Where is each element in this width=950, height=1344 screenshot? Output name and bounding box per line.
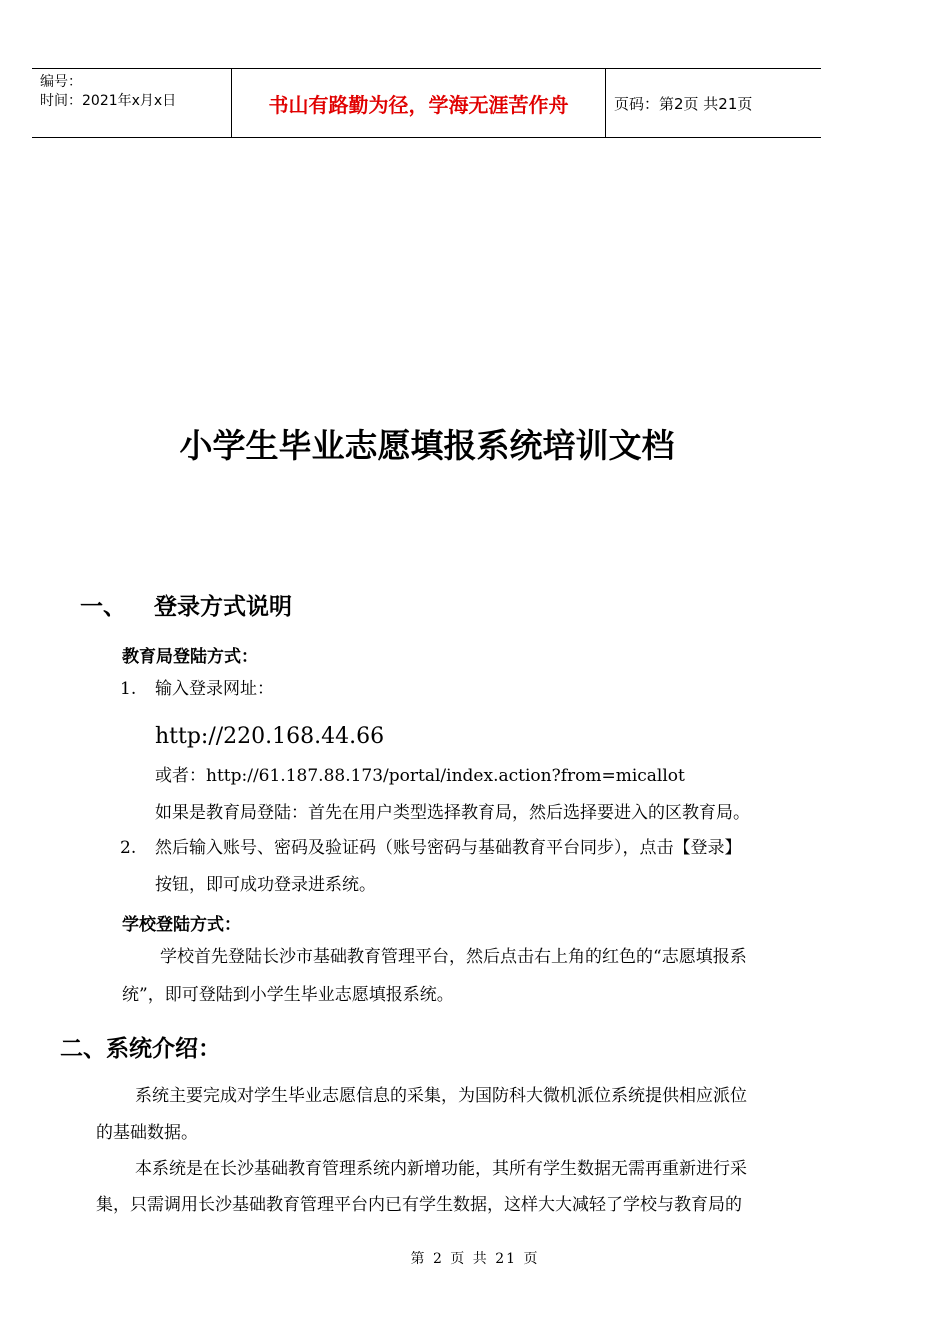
document-title-text: 小学生毕业志愿填报系统培训文档: [179, 426, 675, 465]
intro-para1-line2: 的基础数据。: [96, 1123, 198, 1143]
header-meta-cell: [32, 69, 231, 137]
section1-number: 一、: [80, 594, 126, 620]
section1-heading: 登录方式说明: [154, 594, 292, 620]
step2-line2: 按钮，即可成功登录进系统。: [155, 875, 376, 895]
school-login-line1: 学校首先登陆长沙市基础教育管理平台，然后点击右上角的红色的“志愿填报系: [160, 947, 747, 967]
step2-number: 2.: [120, 838, 137, 858]
school-login-heading: 学校登陆方式：: [122, 915, 241, 935]
time-label: 时间：2021年x月x日: [40, 93, 177, 109]
intro-para2-line1: 本系统是在长沙基础教育管理系统内新增功能，其所有学生数据无需再重新进行采: [135, 1159, 747, 1179]
step1-text: 输入登录网址：: [155, 679, 274, 699]
header-motto: 书山有路勤为径，学海无涯苦作舟: [268, 92, 569, 117]
section2-heading: 二、系统介绍：: [60, 1036, 221, 1062]
header-page-info: 页码：第2页 共21页: [614, 94, 753, 113]
page-header: [32, 68, 821, 138]
school-login-line2: 统”，即可登陆到小学生毕业志愿填报系统。: [122, 985, 454, 1005]
login-url-primary[interactable]: http://220.168.44.66: [155, 724, 385, 749]
intro-para1-line1: 系统主要完成对学生毕业志愿信息的采集，为国防科大微机派位系统提供相应派位: [135, 1086, 747, 1106]
step1-number: 1.: [120, 679, 137, 699]
header-divider: [605, 69, 606, 137]
edu-login-heading: 教育局登陆方式：: [122, 647, 258, 667]
number-label: 编号：: [40, 74, 82, 90]
page-footer: 第 2 页 共 21 页: [410, 1251, 540, 1267]
intro-para2-line2: 集，只需调用长沙基础教育管理平台内已有学生数据，这样大大减轻了学校与教育局的: [96, 1195, 742, 1215]
edu-login-note: 如果是教育局登陆：首先在用户类型选择教育局，然后选择要进入的区教育局。: [155, 803, 750, 823]
step2-line1: 然后输入账号、密码及验证码（账号密码与基础教育平台同步），点击【登录】: [155, 838, 742, 858]
document-title: [0, 420, 950, 467]
login-url-alt[interactable]: 或者：http://61.187.88.173/portal/index.action?from=micallot: [155, 766, 685, 786]
